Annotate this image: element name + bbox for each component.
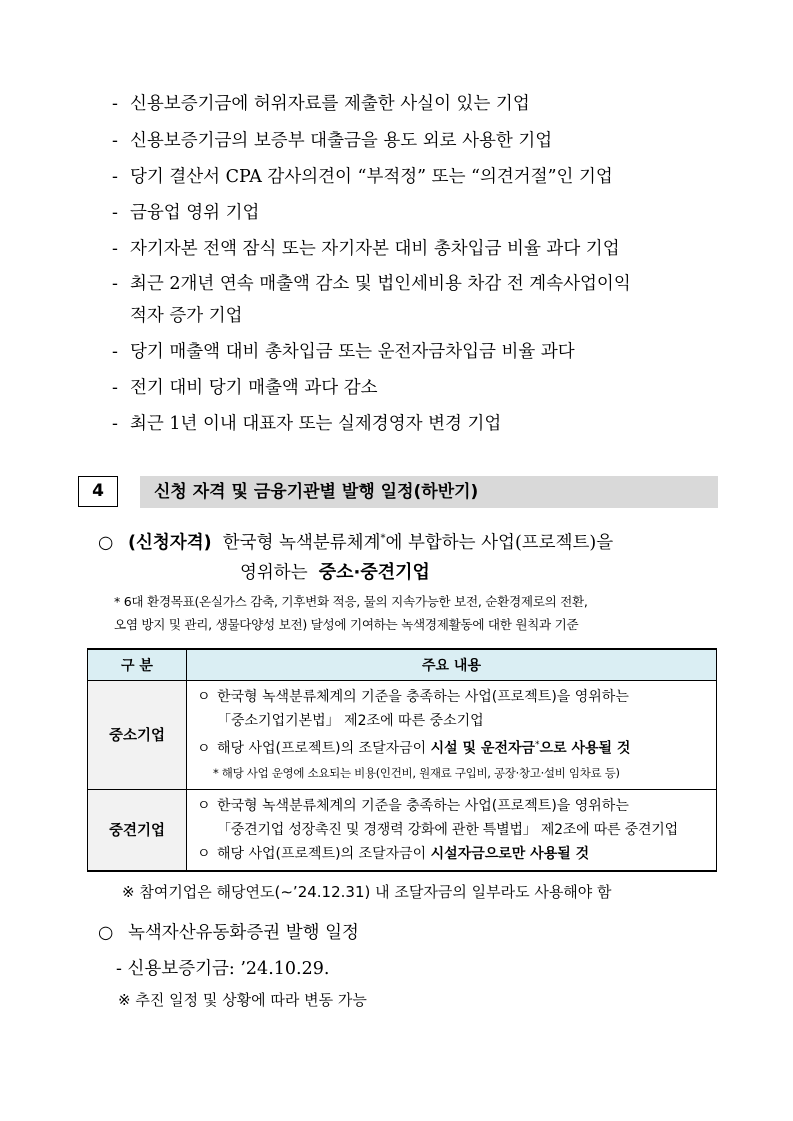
list-item: - 금융업 영위 기업 (112, 203, 260, 223)
table-header-row (88, 649, 717, 681)
list-item: - 자기자본 전액 잠식 또는 자기자본 대비 총차입금 비율 과다 기업 (112, 239, 620, 259)
list-item: - 신용보증기금에 허위자료를 제출한 사실이 있는 기업 (112, 94, 530, 114)
qualification-item: ○ (신청자격) 한국형 녹색분류체계*에 부합하는 사업(프로젝트)을 영위하는 중소·중견기업 (98, 532, 614, 583)
section-header (78, 476, 718, 507)
column-header: 구 분 (88, 649, 187, 681)
table-row (88, 789, 717, 871)
column-header: 주요 내용 (187, 649, 717, 681)
list-item: - 최근 2개년 연속 매출액 감소 및 법인세비용 차감 전 계속사업이익 적자 증가 기업 (112, 274, 631, 326)
list-item: - 당기 결산서 CPA 감사의견이 “부적정” 또는 “의견거절”인 기업 (112, 167, 613, 187)
row-label: 중소기업 (88, 681, 187, 790)
list-item: - 최근 1년 이내 대표자 또는 실제경영자 변경 기업 (112, 414, 502, 434)
table-row (88, 681, 717, 790)
list-item: - 신용보증기금의 보증부 대출금을 용도 외로 사용한 기업 (112, 131, 553, 151)
section-title: 신청 자격 및 금융기관별 발행 일정(하반기) (140, 476, 718, 508)
row-content: ㅇ 한국형 녹색분류체계의 기준을 충족하는 사업(프로젝트)을 영위하는 「중소기업기본법」 제2조에 따른 중소기업 ㅇ 해당 사업(프로젝트)의 조달자금이 시설 및 운전자금*으로 사용될 것 * 해당 사업 운영에 소요되는 비용(인건비, 원재료 구입비, 공장·창고·설비 임차료 등) (187, 681, 717, 790)
schedule-note: ※ 추진 일정 및 상황에 따라 변동 가능 (118, 991, 367, 1009)
schedule-heading: ○ 녹색자산유동화증권 발행 일정 (98, 923, 359, 943)
qualification-label: (신청자격) (128, 532, 212, 553)
footnote: * 6대 환경목표(온실가스 감축, 기후변화 적응, 물의 지속가능한 보전, 순환경제로의 전환, 오염 방지 및 관리, 생물다양성 보전) 달성에 기여하는 녹색경제활동에 대한 원칙과 기준 (114, 594, 588, 632)
qualification-table (87, 648, 717, 872)
qualification-target: 중소·중견기업 (318, 561, 430, 583)
section-number: 4 (78, 476, 118, 507)
row-content: ㅇ 한국형 녹색분류체계의 기준을 충족하는 사업(프로젝트)을 영위하는 「중견기업 성장촉진 및 경쟁력 강화에 관한 특별법」 제2조에 따른 중견기업 ㅇ 해당 사업(프로젝트)의 조달자금이 시설자금으로만 사용될 것 (187, 789, 717, 871)
list-item: - 전기 대비 당기 매출액 과다 감소 (112, 378, 378, 398)
schedule-item: - 신용보증기금: ’24.10.29. (116, 959, 330, 979)
list-item: - 당기 매출액 대비 총차입금 또는 운전자금차입금 비율 과다 (112, 342, 575, 362)
row-label: 중견기업 (88, 789, 187, 871)
participation-note: ※ 참여기업은 해당연도(∼’24.12.31) 내 조달자금의 일부라도 사용해야 함 (122, 883, 612, 901)
